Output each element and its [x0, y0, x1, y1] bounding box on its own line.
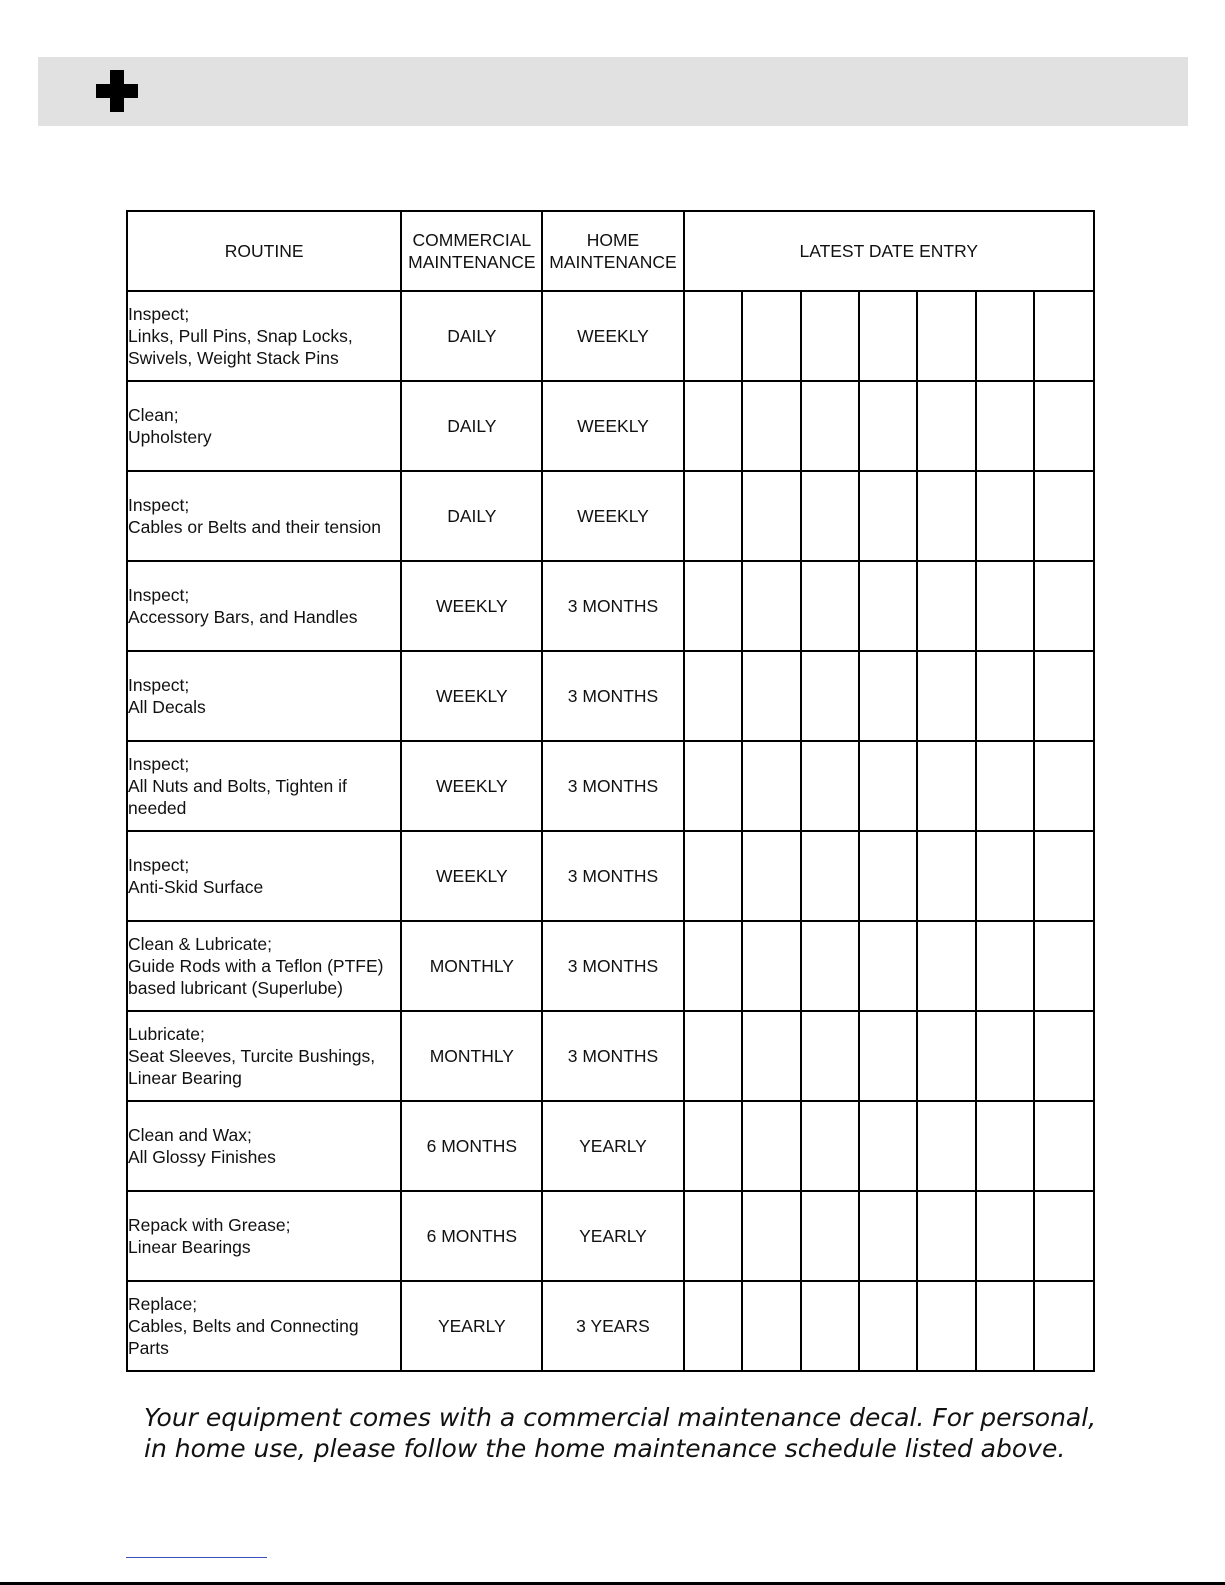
- date-entry-cell[interactable]: [1034, 561, 1094, 651]
- date-entry-cell[interactable]: [742, 381, 800, 471]
- table-body: [127, 291, 1094, 1371]
- footer-note-line-1: Your equipment comes with a commercial maintenance decal. For personal,: [144, 1403, 1097, 1432]
- date-entry-cell[interactable]: [859, 651, 917, 741]
- footer-note-line-2: in home use, please follow the home maintenance schedule listed above.: [144, 1434, 1066, 1463]
- footer-link-rule: [126, 1557, 267, 1558]
- date-entry-cell[interactable]: [917, 381, 975, 471]
- table-row: [127, 471, 1094, 561]
- routine-line: Cables or Belts and their tension: [128, 517, 381, 537]
- date-entry-cell[interactable]: [976, 291, 1034, 381]
- routine-line: Repack with Grease;: [128, 1215, 291, 1235]
- date-entry-cell[interactable]: [917, 1011, 975, 1101]
- date-entry-cell[interactable]: [1034, 651, 1094, 741]
- home-frequency-cell: 3 MONTHS: [542, 651, 683, 741]
- routine-cell: [127, 291, 401, 381]
- date-entry-cell[interactable]: [859, 381, 917, 471]
- table-row: [127, 1281, 1094, 1371]
- date-entry-cell[interactable]: [684, 1101, 742, 1191]
- date-entry-cell[interactable]: [976, 651, 1034, 741]
- table-row: [127, 561, 1094, 651]
- date-entry-cell[interactable]: [684, 291, 742, 381]
- date-entry-cell[interactable]: [976, 741, 1034, 831]
- date-entry-cell[interactable]: [684, 651, 742, 741]
- date-entry-cell[interactable]: [859, 291, 917, 381]
- routine-line: Inspect;: [128, 495, 190, 515]
- date-entry-cell[interactable]: [742, 1011, 800, 1101]
- table-row: [127, 1191, 1094, 1281]
- routine-line: Inspect;: [128, 855, 190, 875]
- table-row: [127, 1101, 1094, 1191]
- date-entry-cell[interactable]: [917, 741, 975, 831]
- date-entry-cell[interactable]: [801, 381, 859, 471]
- table-row: [127, 921, 1094, 1011]
- date-entry-cell[interactable]: [917, 471, 975, 561]
- home-frequency-cell: 3 MONTHS: [542, 1011, 683, 1101]
- date-entry-cell[interactable]: [859, 1101, 917, 1191]
- date-entry-cell[interactable]: [684, 831, 742, 921]
- routine-line: Clean;: [128, 405, 179, 425]
- date-entry-cell[interactable]: [917, 1191, 975, 1281]
- date-entry-cell[interactable]: [742, 471, 800, 561]
- routine-cell: [127, 471, 401, 561]
- routine-line: Anti-Skid Surface: [128, 877, 264, 897]
- date-entry-cell[interactable]: [859, 561, 917, 651]
- commercial-frequency-cell: YEARLY: [401, 1281, 542, 1371]
- date-entry-cell[interactable]: [742, 1281, 800, 1371]
- date-entry-cell[interactable]: [742, 561, 800, 651]
- date-entry-cell[interactable]: [1034, 1191, 1094, 1281]
- date-entry-cell[interactable]: [917, 921, 975, 1011]
- date-entry-cell[interactable]: [1034, 921, 1094, 1011]
- date-entry-cell[interactable]: [742, 831, 800, 921]
- commercial-frequency-cell: MONTHLY: [401, 1011, 542, 1101]
- plus-icon: [96, 70, 138, 112]
- date-entry-cell[interactable]: [1034, 381, 1094, 471]
- date-entry-cell[interactable]: [917, 1281, 975, 1371]
- routine-line: Lubricate;: [128, 1024, 205, 1044]
- commercial-frequency-cell: WEEKLY: [401, 651, 542, 741]
- routine-line: Inspect;: [128, 754, 190, 774]
- table-row: [127, 741, 1094, 831]
- routine-line: Cables, Belts and Connecting: [128, 1316, 359, 1336]
- routine-line: Guide Rods with a Teflon (PTFE): [128, 956, 384, 976]
- home-frequency-cell: WEEKLY: [542, 291, 683, 381]
- commercial-frequency-cell: WEEKLY: [401, 561, 542, 651]
- routine-line: needed: [128, 798, 187, 818]
- table-row: [127, 381, 1094, 471]
- routine-line: Clean and Wax;: [128, 1125, 252, 1145]
- date-entry-cell[interactable]: [859, 471, 917, 561]
- home-frequency-cell: 3 YEARS: [542, 1281, 683, 1371]
- date-entry-cell[interactable]: [859, 1191, 917, 1281]
- commercial-frequency-cell: DAILY: [401, 291, 542, 381]
- commercial-frequency-cell: DAILY: [401, 471, 542, 561]
- date-entry-cell[interactable]: [1034, 291, 1094, 381]
- date-entry-cell[interactable]: [859, 831, 917, 921]
- date-entry-cell[interactable]: [801, 1281, 859, 1371]
- date-entry-cell[interactable]: [976, 1011, 1034, 1101]
- date-entry-cell[interactable]: [742, 1101, 800, 1191]
- date-entry-cell[interactable]: [1034, 831, 1094, 921]
- date-entry-cell[interactable]: [742, 921, 800, 1011]
- date-entry-cell[interactable]: [801, 291, 859, 381]
- routine-line: Linear Bearing: [128, 1068, 242, 1088]
- home-frequency-cell: 3 MONTHS: [542, 921, 683, 1011]
- routine-line: Links, Pull Pins, Snap Locks,: [128, 326, 353, 346]
- table-row: [127, 1011, 1094, 1101]
- home-frequency-cell: 3 MONTHS: [542, 561, 683, 651]
- date-entry-cell[interactable]: [976, 921, 1034, 1011]
- routine-line: Upholstery: [128, 427, 212, 447]
- maintenance-schedule-table: [126, 210, 1095, 1372]
- home-frequency-cell: YEARLY: [542, 1191, 683, 1281]
- date-entry-cell[interactable]: [1034, 471, 1094, 561]
- routine-line: Inspect;: [128, 585, 190, 605]
- home-frequency-cell: 3 MONTHS: [542, 831, 683, 921]
- table-row: [127, 651, 1094, 741]
- date-entry-cell[interactable]: [684, 561, 742, 651]
- date-entry-cell[interactable]: [684, 1281, 742, 1371]
- routine-cell: [127, 561, 401, 651]
- routine-line: Swivels, Weight Stack Pins: [128, 348, 339, 368]
- date-entry-cell[interactable]: [1034, 1011, 1094, 1101]
- date-entry-cell[interactable]: [801, 741, 859, 831]
- routine-cell: [127, 381, 401, 471]
- home-frequency-cell: 3 MONTHS: [542, 741, 683, 831]
- header-commercial-maintenance-label: COMMERCIAL MAINTENANCE: [408, 230, 536, 272]
- routine-cell: [127, 1191, 401, 1281]
- table-header-row: [127, 211, 1094, 291]
- routine-cell: [127, 651, 401, 741]
- date-entry-cell[interactable]: [684, 1191, 742, 1281]
- routine-line: Parts: [128, 1338, 169, 1358]
- routine-line: Seat Sleeves, Turcite Bushings,: [128, 1046, 376, 1066]
- date-entry-cell[interactable]: [684, 1011, 742, 1101]
- commercial-frequency-cell: 6 MONTHS: [401, 1191, 542, 1281]
- date-entry-cell[interactable]: [684, 381, 742, 471]
- date-entry-cell[interactable]: [917, 831, 975, 921]
- date-entry-cell[interactable]: [801, 1101, 859, 1191]
- date-entry-cell[interactable]: [801, 921, 859, 1011]
- date-entry-cell[interactable]: [1034, 1101, 1094, 1191]
- routine-line: All Glossy Finishes: [128, 1147, 276, 1167]
- routine-cell: [127, 1011, 401, 1101]
- home-frequency-cell: YEARLY: [542, 1101, 683, 1191]
- date-entry-cell[interactable]: [917, 291, 975, 381]
- date-entry-cell[interactable]: [801, 651, 859, 741]
- routine-line: Replace;: [128, 1294, 198, 1314]
- date-entry-cell[interactable]: [742, 651, 800, 741]
- commercial-frequency-cell: 6 MONTHS: [401, 1101, 542, 1191]
- date-entry-cell[interactable]: [976, 381, 1034, 471]
- date-entry-cell[interactable]: [859, 741, 917, 831]
- date-entry-cell[interactable]: [859, 1281, 917, 1371]
- routine-line: Accessory Bars, and Handles: [128, 607, 358, 627]
- header-routine: ROUTINE: [127, 211, 401, 291]
- date-entry-cell[interactable]: [1034, 1281, 1094, 1371]
- header-home-maintenance: [542, 211, 683, 291]
- date-entry-cell[interactable]: [976, 471, 1034, 561]
- date-entry-cell[interactable]: [976, 1191, 1034, 1281]
- date-entry-cell[interactable]: [917, 561, 975, 651]
- date-entry-cell[interactable]: [742, 291, 800, 381]
- home-frequency-cell: WEEKLY: [542, 381, 683, 471]
- routine-line: Inspect;: [128, 675, 190, 695]
- date-entry-cell[interactable]: [742, 741, 800, 831]
- date-entry-cell[interactable]: [801, 471, 859, 561]
- table-row: [127, 831, 1094, 921]
- date-entry-cell[interactable]: [917, 1101, 975, 1191]
- header-bar: [38, 57, 1188, 126]
- routine-line: All Nuts and Bolts, Tighten if: [128, 776, 347, 796]
- date-entry-cell[interactable]: [976, 561, 1034, 651]
- commercial-frequency-cell: DAILY: [401, 381, 542, 471]
- date-entry-cell[interactable]: [801, 831, 859, 921]
- header-commercial-maintenance: [401, 211, 542, 291]
- routine-cell: [127, 831, 401, 921]
- routine-line: All Decals: [128, 697, 206, 717]
- date-entry-cell[interactable]: [1034, 741, 1094, 831]
- routine-line: Inspect;: [128, 304, 190, 324]
- date-entry-cell[interactable]: [976, 831, 1034, 921]
- date-entry-cell[interactable]: [742, 1191, 800, 1281]
- routine-cell: [127, 921, 401, 1011]
- date-entry-cell[interactable]: [684, 741, 742, 831]
- table-row: [127, 291, 1094, 381]
- home-frequency-cell: WEEKLY: [542, 471, 683, 561]
- date-entry-cell[interactable]: [917, 651, 975, 741]
- date-entry-cell[interactable]: [859, 921, 917, 1011]
- footer-note: [144, 1402, 1104, 1464]
- date-entry-cell[interactable]: [801, 561, 859, 651]
- date-entry-cell[interactable]: [976, 1101, 1034, 1191]
- routine-cell: [127, 1101, 401, 1191]
- commercial-frequency-cell: WEEKLY: [401, 741, 542, 831]
- commercial-frequency-cell: MONTHLY: [401, 921, 542, 1011]
- routine-cell: [127, 741, 401, 831]
- date-entry-cell[interactable]: [801, 1191, 859, 1281]
- date-entry-cell[interactable]: [684, 471, 742, 561]
- routine-cell: [127, 1281, 401, 1371]
- routine-line: Clean & Lubricate;: [128, 934, 272, 954]
- date-entry-cell[interactable]: [684, 921, 742, 1011]
- header-home-maintenance-label: HOME MAINTENANCE: [549, 230, 677, 272]
- routine-line: Linear Bearings: [128, 1237, 251, 1257]
- date-entry-cell[interactable]: [859, 1011, 917, 1101]
- commercial-frequency-cell: WEEKLY: [401, 831, 542, 921]
- routine-line: based lubricant (Superlube): [128, 978, 343, 998]
- date-entry-cell[interactable]: [976, 1281, 1034, 1371]
- header-latest-date-entry: LATEST DATE ENTRY: [684, 211, 1094, 291]
- date-entry-cell[interactable]: [801, 1011, 859, 1101]
